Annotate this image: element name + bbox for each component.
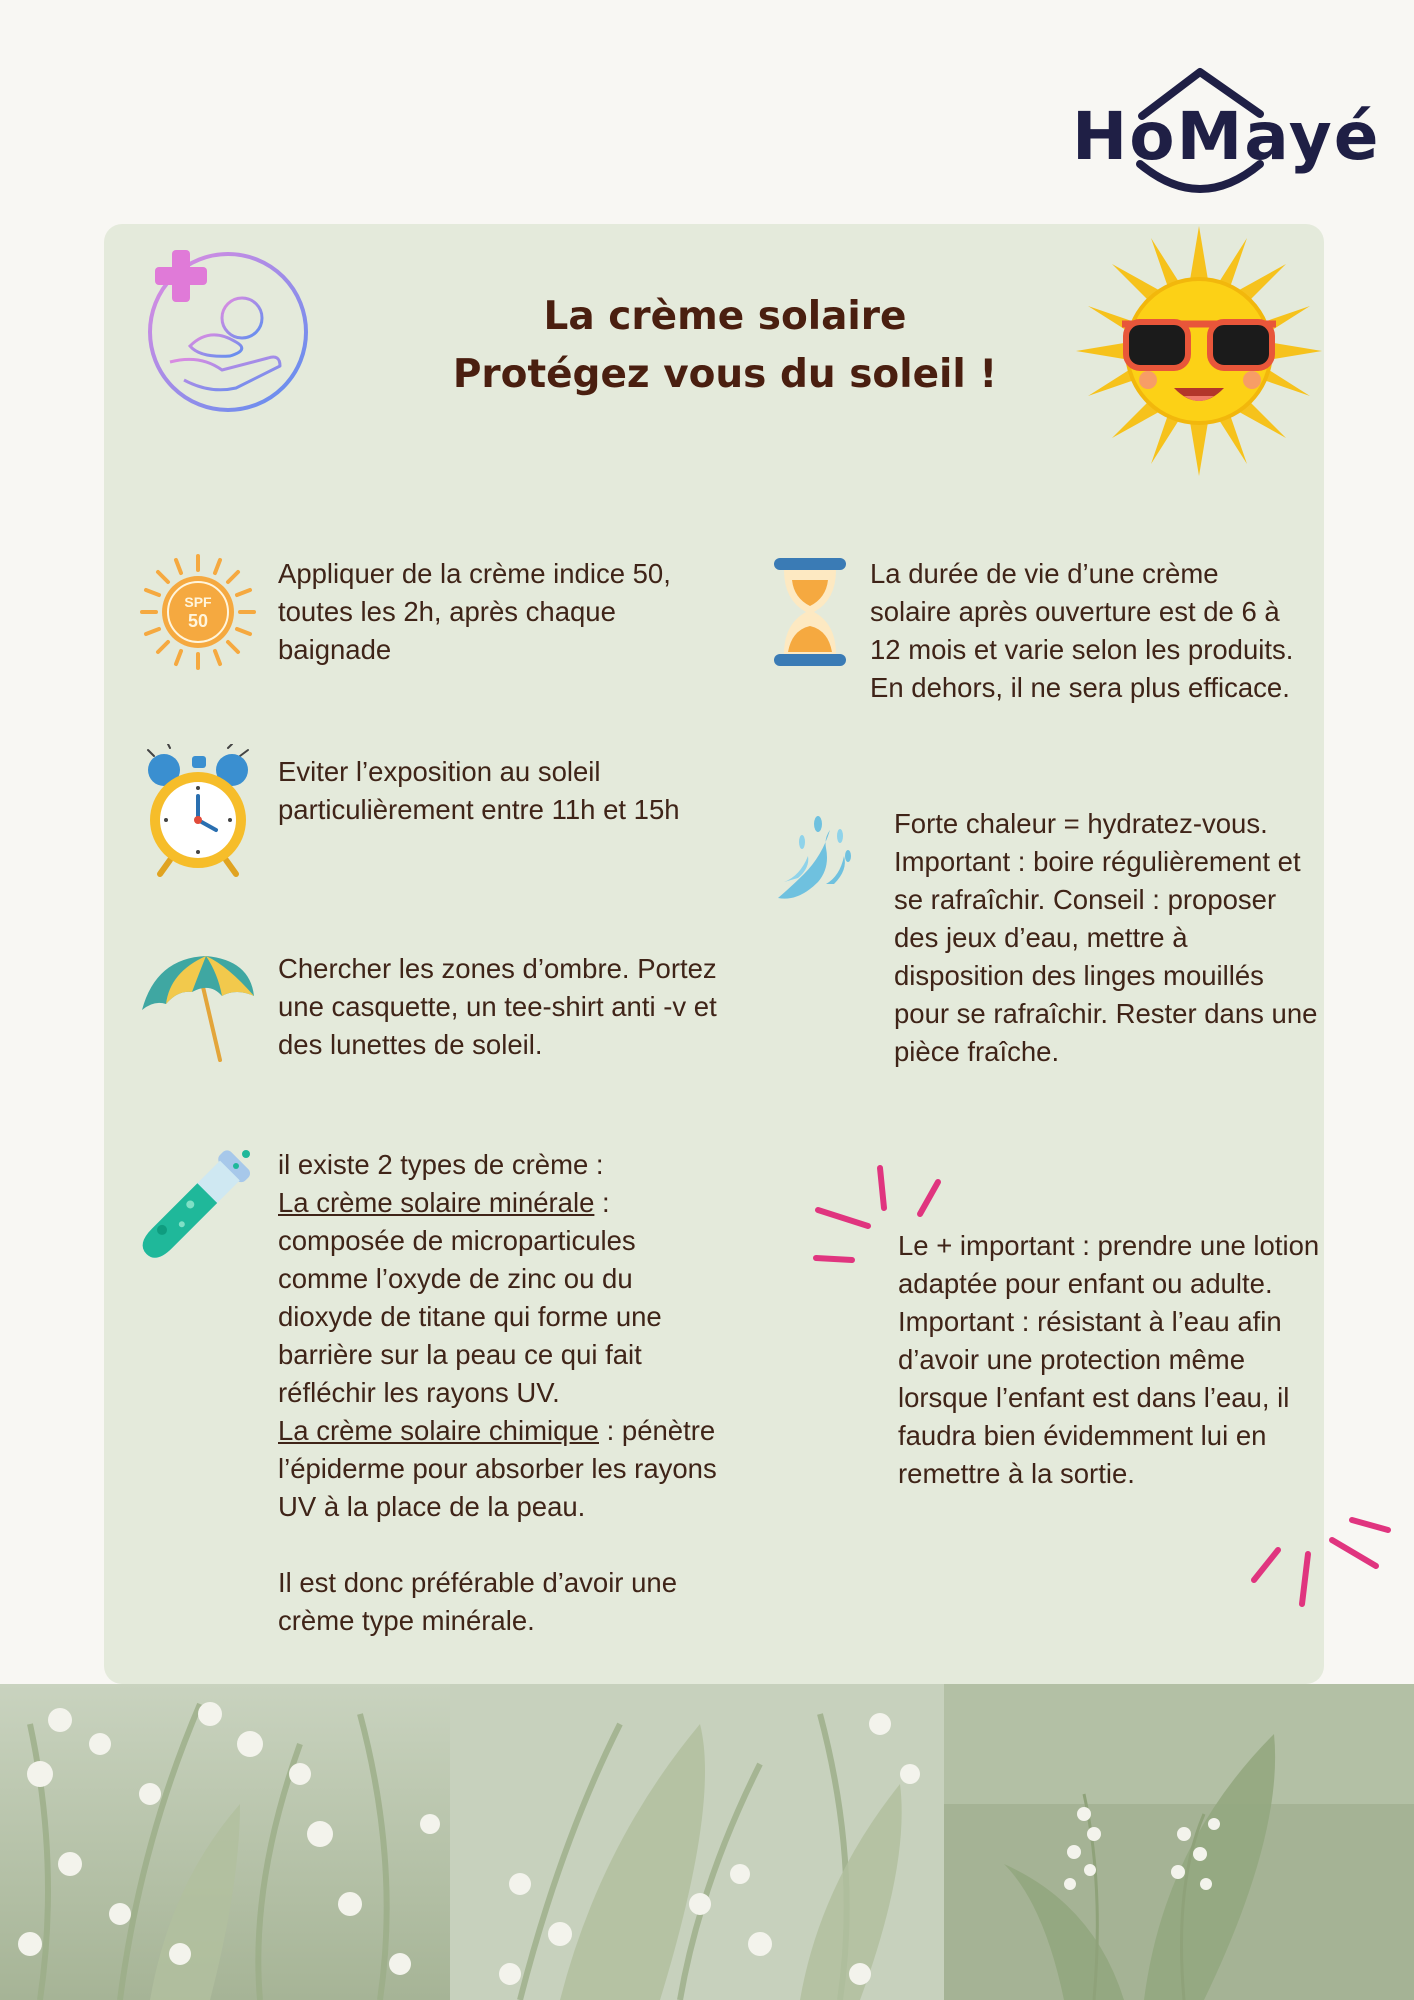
tip-shelf-life	[870, 555, 1300, 707]
sun-with-sunglasses-icon	[1076, 226, 1322, 476]
title-line-1: La crème solaire	[543, 294, 907, 339]
title-line-2: Protégez vous du soleil !	[452, 352, 998, 397]
chemical-cream-label: La crème solaire chimique	[278, 1415, 599, 1446]
chemical-cream	[278, 1412, 718, 1526]
tip-shade	[278, 950, 718, 1064]
water-splash-icon	[774, 812, 856, 908]
mineral-cream-text: : composée de microparticules comme l’oxyde de zinc ou du dioxyde de titane qui forme une barrière sur la peau ce qui fait réfléchir les rayons UV.	[278, 1187, 662, 1408]
tip-sunscreen-frequency	[278, 555, 718, 669]
spacer	[278, 1526, 718, 1564]
lily-flowers-photo	[0, 1684, 944, 2000]
mineral-cream	[278, 1184, 718, 1412]
alarm-clock-icon	[140, 744, 256, 878]
test-tube-icon	[126, 1146, 256, 1270]
lily-grass-photo	[944, 1684, 1414, 2000]
logo-text: HoMayé	[1072, 98, 1381, 175]
tip-adapted-lotion	[898, 1227, 1328, 1493]
page-title	[380, 288, 1070, 404]
tip-avoid-exposure	[278, 753, 708, 829]
tip-hydration	[894, 805, 1324, 1071]
tip-text-2: Important : résistant à l’eau afin d’avoir une protection même lorsque l’enfant est dans l’eau, il faudra bien évidemment lui en remettre à la sortie.	[898, 1306, 1290, 1489]
spf-sun-icon	[140, 554, 256, 670]
tip-text: La durée de vie d’une crème solaire après ouverture est de 6 à 12 mois et varie selon les produits. En dehors, il ne sera plus efficace.	[870, 558, 1294, 703]
cream-types-intro: il existe 2 types de crème :	[278, 1149, 604, 1180]
chemical-cream-text: : pénètre l’épiderme pour absorber les rayons UV à la place de la peau.	[278, 1415, 717, 1522]
tip-text: Eviter l’exposition au soleil particulièrement entre 11h et 15h	[278, 756, 680, 825]
tip-text: Appliquer de la crème indice 50, toutes les 2h, après chaque baignade	[278, 558, 671, 665]
flower-photo-strip	[0, 1684, 1414, 2000]
tip-text: Chercher les zones d’ombre. Portez une casquette, un tee-shirt anti -v et des lunettes de soleil.	[278, 953, 717, 1060]
cream-types-conclusion: Il est donc préférable d’avoir une crème type minérale.	[278, 1567, 677, 1636]
beach-umbrella-icon	[140, 952, 256, 1064]
accent-strokes-icon	[1248, 1510, 1392, 1610]
tip-text: Forte chaleur = hydratez-vous. Important : boire régulièrement et se rafraîchir. Conseil : proposer des jeux d’eau, mettre à disposition des linges mouillés pour se rafraîchir. Rester dans une pièce fraîche.	[894, 808, 1318, 1067]
hourglass-icon	[772, 556, 848, 668]
mineral-cream-label: La crème solaire minérale	[278, 1187, 595, 1218]
baby-care-icon	[140, 246, 310, 416]
tip-text-1: Le + important : prendre une lotion adaptée pour enfant ou adulte.	[898, 1230, 1320, 1299]
tip-cream-types	[278, 1146, 718, 1640]
spf-label: SPF	[184, 594, 212, 610]
spf-value: 50	[187, 611, 209, 631]
homaye-logo	[1072, 64, 1381, 196]
